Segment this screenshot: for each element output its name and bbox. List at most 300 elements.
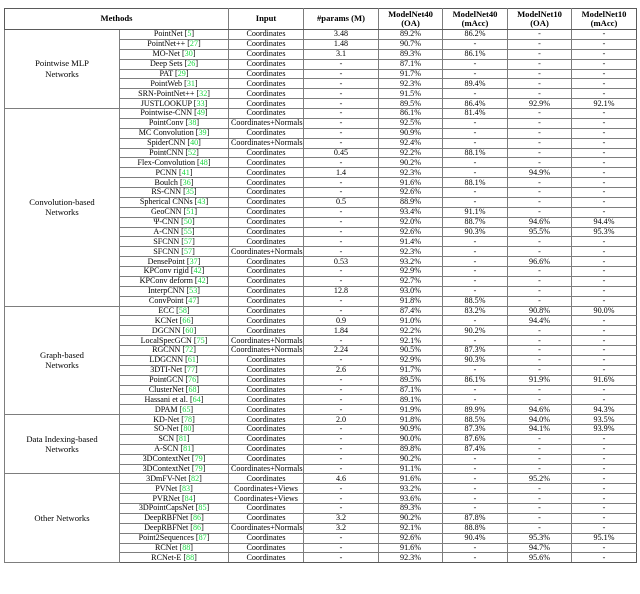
modelnet10-oa-cell: -	[508, 237, 572, 247]
modelnet40-macc-cell: -	[443, 336, 508, 346]
method-name-cell: SpiderCNN [40]	[120, 138, 229, 148]
modelnet40-oa-cell: 93.4%	[379, 207, 443, 217]
modelnet10-oa-cell: -	[508, 494, 572, 504]
modelnet10-oa-cell: 94.6%	[508, 217, 572, 227]
method-name-cell: PointCNN [52]	[120, 148, 229, 158]
modelnet40-macc-cell: -	[443, 39, 508, 49]
citation-link[interactable]: 66	[182, 315, 191, 325]
modelnet40-oa-cell: 92.3%	[379, 553, 443, 563]
input-cell: Coordinates	[229, 39, 304, 49]
modelnet10-oa-cell: -	[508, 49, 572, 59]
method-name-cell: KCNet [66]	[120, 316, 229, 326]
modelnet10-oa-cell: -	[508, 454, 572, 464]
method-name-cell: RCNet [88]	[120, 543, 229, 553]
modelnet40-macc-cell: -	[443, 257, 508, 267]
input-cell: Coordinates+Normals	[229, 464, 304, 474]
method-name: PAT	[159, 69, 173, 78]
citation-link[interactable]: 86	[192, 523, 202, 533]
params-cell: -	[304, 553, 379, 563]
method-name: DensePoint	[147, 256, 185, 266]
modelnet10-macc-cell: -	[572, 267, 637, 277]
modelnet10-oa-cell: -	[508, 39, 572, 49]
method-name: 3DPointCapsNet	[138, 503, 194, 513]
params-cell: -	[304, 375, 379, 385]
modelnet10-macc-cell: -	[572, 247, 637, 257]
citation-link[interactable]: 64	[192, 394, 201, 404]
params-cell: -	[304, 276, 379, 286]
modelnet10-macc-cell: -	[572, 79, 637, 89]
citation-link[interactable]: 86	[192, 513, 202, 523]
modelnet10-oa-cell: 94.0%	[508, 415, 572, 425]
citation-link[interactable]: 65	[182, 404, 191, 414]
input-cell: Coordinates	[229, 158, 304, 168]
modelnet10-oa-cell: -	[508, 395, 572, 405]
method-name-cell: MO-Net [30]	[120, 49, 229, 59]
modelnet10-macc-cell: -	[572, 109, 637, 119]
col-header-modelnet40-macc	[443, 9, 508, 30]
input-cell: Coordinates	[229, 128, 304, 138]
method-name: MO-Net	[152, 49, 180, 59]
method-name: PCNN	[155, 167, 178, 177]
modelnet10-macc-cell: -	[572, 178, 637, 188]
citation-link[interactable]: 81	[178, 434, 187, 444]
citation-link[interactable]: 29	[177, 69, 186, 78]
modelnet10-macc-cell: -	[572, 148, 637, 158]
input-cell: Coordinates+Normals	[229, 336, 304, 346]
modelnet10-oa-cell: -	[508, 464, 572, 474]
citation-link[interactable]: 35	[185, 187, 194, 197]
modelnet40-macc-cell: 88.1%	[443, 178, 508, 188]
input-cell: Coordinates	[229, 79, 304, 89]
modelnet40-macc-cell: -	[443, 395, 508, 405]
input-cell: Coordinates	[229, 99, 304, 109]
modelnet10-oa-cell: 94.1%	[508, 425, 572, 435]
method-name-cell: PointNet++ [27]	[120, 39, 229, 49]
modelnet10-oa-cell: -	[508, 59, 572, 69]
params-cell: -	[304, 207, 379, 217]
category-cell	[5, 109, 120, 307]
modelnet10-oa-cell: -	[508, 286, 572, 296]
category-label-line: Other Networks	[34, 512, 90, 523]
modelnet10-macc-cell: -	[572, 286, 637, 296]
method-name: Deep Sets	[149, 59, 183, 69]
input-cell: Coordinates	[229, 267, 304, 277]
input-cell: Coordinates	[229, 395, 304, 405]
modelnet10-macc-cell: -	[572, 296, 637, 306]
citation-link[interactable]: 85	[198, 503, 207, 513]
method-name: DeepRBFNet	[144, 523, 189, 533]
modelnet40-oa-cell: 91.6%	[379, 543, 443, 553]
method-name-cell: LocalSpecGCN [75]	[120, 336, 229, 346]
col-header-modelnet40-macc-line2: (mAcc)	[461, 18, 489, 28]
method-name-cell: JUSTLOOKUP [33]	[120, 99, 229, 109]
citation-link[interactable]: 53	[189, 286, 198, 296]
modelnet10-oa-cell: -	[508, 138, 572, 148]
method-name-cell: A-SCN [81]	[120, 444, 229, 454]
input-cell: Coordinates	[229, 168, 304, 178]
modelnet10-macc-cell: -	[572, 543, 637, 553]
modelnet40-macc-cell: -	[443, 188, 508, 198]
modelnet10-oa-cell: -	[508, 523, 572, 533]
modelnet10-oa-cell: 95.5%	[508, 227, 572, 237]
modelnet10-oa-cell: -	[508, 79, 572, 89]
modelnet10-oa-cell: -	[508, 247, 572, 257]
params-cell: -	[304, 533, 379, 543]
input-cell: Coordinates	[229, 276, 304, 286]
method-name-cell: 3DPointCapsNet [85]	[120, 504, 229, 514]
modelnet40-oa-cell: 93.6%	[379, 494, 443, 504]
method-name: JUSTLOOKUP	[140, 98, 192, 108]
modelnet40-macc-cell: 90.4%	[443, 533, 508, 543]
modelnet40-oa-cell: 91.8%	[379, 415, 443, 425]
citation-link[interactable]: 57	[184, 246, 193, 256]
modelnet10-macc-cell: 95.1%	[572, 533, 637, 543]
modelnet10-macc-cell: -	[572, 336, 637, 346]
citation-link[interactable]: 27	[189, 39, 199, 49]
params-cell: -	[304, 484, 379, 494]
citation-link[interactable]: 75	[196, 335, 205, 345]
modelnet40-oa-cell: 91.8%	[379, 296, 443, 306]
input-cell: Coordinates	[229, 365, 304, 375]
modelnet10-oa-cell: -	[508, 197, 572, 207]
modelnet40-oa-cell: 92.1%	[379, 336, 443, 346]
params-cell: 1.48	[304, 39, 379, 49]
method-name-cell: 3DContextNet [79]	[120, 454, 229, 464]
modelnet10-oa-cell: 90.8%	[508, 306, 572, 316]
modelnet40-oa-cell: 92.6%	[379, 188, 443, 198]
modelnet40-macc-cell: -	[443, 286, 508, 296]
modelnet40-macc-cell: -	[443, 474, 508, 484]
method-name-cell: Ψ-CNN [50]	[120, 217, 229, 227]
method-name-cell: DensePoint [37]	[120, 257, 229, 267]
method-name: SO-Net	[153, 424, 179, 434]
input-cell: Coordinates+Views	[229, 494, 304, 504]
params-cell: -	[304, 109, 379, 119]
modelnet40-oa-cell: 91.6%	[379, 474, 443, 484]
citation-link[interactable]: 76	[188, 375, 197, 385]
modelnet10-macc-cell: -	[572, 513, 637, 523]
modelnet40-macc-cell: -	[443, 553, 508, 563]
method-name: RGCNN	[152, 345, 181, 355]
input-cell: Coordinates	[229, 533, 304, 543]
input-cell: Coordinates	[229, 474, 304, 484]
modelnet10-macc-cell: 94.3%	[572, 405, 637, 415]
citation-link[interactable]: 60	[185, 325, 194, 335]
method-name-cell: 3DContextNet [79]	[120, 464, 229, 474]
modelnet10-oa-cell: -	[508, 336, 572, 346]
table-body	[5, 30, 637, 563]
citation-link[interactable]: 5	[187, 29, 192, 39]
modelnet10-macc-cell: 91.6%	[572, 375, 637, 385]
method-name: 3DmFV-Net	[146, 473, 187, 483]
method-name-cell: RS-CNN [35]	[120, 188, 229, 198]
modelnet10-macc-cell: -	[572, 326, 637, 336]
citation-link[interactable]: 42	[193, 266, 202, 276]
table-row	[5, 109, 637, 119]
modelnet40-oa-cell: 90.9%	[379, 128, 443, 138]
citation-link[interactable]: 36	[182, 177, 191, 187]
col-header-params	[304, 9, 379, 30]
modelnet40-oa-cell: 91.7%	[379, 365, 443, 375]
params-cell: -	[304, 504, 379, 514]
method-name: Hassani et al.	[144, 394, 188, 404]
citation-link[interactable]: 47	[188, 296, 197, 306]
method-name: SFCNN	[153, 236, 180, 246]
citation-link[interactable]: 50	[183, 217, 192, 227]
citation-link[interactable]: 61	[187, 355, 196, 365]
citation-link[interactable]: 31	[186, 78, 195, 88]
citation-link[interactable]: 33	[196, 98, 205, 108]
modelnet10-macc-cell: -	[572, 346, 637, 356]
citation-link[interactable]: 78	[184, 414, 193, 424]
modelnet10-oa-cell: 94.7%	[508, 543, 572, 553]
citation-link[interactable]: 49	[196, 108, 205, 118]
params-cell: -	[304, 178, 379, 188]
modelnet40-macc-cell: 88.5%	[443, 415, 508, 425]
modelnet10-oa-cell: 95.6%	[508, 553, 572, 563]
method-name: ECC	[158, 306, 175, 315]
category-cell	[5, 30, 120, 109]
method-name: PointConv	[148, 118, 184, 128]
method-name: DeepRBFNet	[144, 513, 189, 523]
input-cell: Coordinates	[229, 257, 304, 267]
category-label-line: Convolution-based	[29, 196, 95, 207]
method-name-cell: PointWeb [31]	[120, 79, 229, 89]
method-name: 3DContextNet	[142, 464, 190, 473]
citation-link[interactable]: 41	[181, 167, 190, 177]
modelnet10-macc-cell: -	[572, 474, 637, 484]
params-cell: 0.5	[304, 197, 379, 207]
method-name: RCNet-E	[151, 552, 182, 562]
citation-link[interactable]: 39	[198, 128, 207, 138]
citation-link[interactable]: 48	[199, 157, 208, 167]
params-cell: -	[304, 267, 379, 277]
method-name-cell: DGCNN [60]	[120, 326, 229, 336]
modelnet10-macc-cell: -	[572, 276, 637, 286]
params-cell: -	[304, 217, 379, 227]
input-cell: Coordinates	[229, 326, 304, 336]
params-cell: -	[304, 118, 379, 128]
modelnet40-macc-cell: 88.8%	[443, 523, 508, 533]
col-header-input-line1: Input	[255, 13, 277, 24]
citation-link[interactable]: 40	[190, 138, 199, 148]
modelnet10-oa-cell: -	[508, 296, 572, 306]
category-cell	[5, 415, 120, 474]
method-name: Boulch	[154, 177, 178, 187]
modelnet40-oa-cell: 89.5%	[379, 375, 443, 385]
method-name-cell: PAT [29]	[120, 69, 229, 79]
method-name: ConvPoint	[148, 296, 184, 306]
method-name: Ψ-CNN	[153, 217, 180, 227]
params-cell: -	[304, 454, 379, 464]
input-cell: Coordinates	[229, 49, 304, 59]
input-cell: Coordinates	[229, 385, 304, 395]
input-cell: Coordinates	[229, 197, 304, 207]
modelnet10-oa-cell: -	[508, 434, 572, 444]
modelnet40-macc-cell: 89.4%	[443, 79, 508, 89]
modelnet10-macc-cell: -	[572, 494, 637, 504]
modelnet10-macc-cell: -	[572, 39, 637, 49]
method-name-cell: DPAM [65]	[120, 405, 229, 415]
input-cell: Coordinates	[229, 227, 304, 237]
citation-link[interactable]: 52	[188, 148, 197, 157]
citation-link[interactable]: 83	[181, 483, 191, 493]
modelnet40-macc-cell: 87.3%	[443, 425, 508, 435]
citation-link[interactable]: 37	[189, 256, 198, 266]
citation-link[interactable]: 51	[186, 207, 195, 217]
modelnet40-oa-cell: 91.9%	[379, 405, 443, 415]
modelnet40-oa-cell: 89.5%	[379, 99, 443, 109]
modelnet10-macc-cell: -	[572, 257, 637, 267]
modelnet10-macc-cell: -	[572, 316, 637, 326]
method-name: GeoCNN	[150, 207, 182, 217]
citation-link[interactable]: 81	[183, 444, 192, 454]
modelnet10-macc-cell: -	[572, 188, 637, 198]
method-name: PVNet	[155, 483, 178, 493]
citation-link[interactable]: 58	[178, 306, 187, 315]
params-cell: -	[304, 69, 379, 79]
modelnet40-oa-cell: 89.3%	[379, 504, 443, 514]
modelnet40-oa-cell: 90.7%	[379, 39, 443, 49]
modelnet10-macc-cell: 90.0%	[572, 306, 637, 316]
method-name-cell: SFCNN [57]	[120, 247, 229, 257]
params-cell: 3.2	[304, 523, 379, 533]
method-name-cell: Point2Sequences [87]	[120, 533, 229, 543]
method-name: KPConv deform	[139, 276, 193, 286]
citation-link[interactable]: 38	[188, 118, 197, 128]
params-cell: -	[304, 188, 379, 198]
params-cell: -	[304, 306, 379, 316]
modelnet40-macc-cell: -	[443, 89, 508, 99]
method-name-cell: A-CNN [55]	[120, 227, 229, 237]
modelnet10-macc-cell: -	[572, 385, 637, 395]
modelnet40-macc-cell: -	[443, 543, 508, 553]
modelnet10-macc-cell: -	[572, 128, 637, 138]
params-cell: 2.0	[304, 415, 379, 425]
modelnet40-macc-cell: -	[443, 494, 508, 504]
modelnet10-oa-cell: -	[508, 444, 572, 454]
modelnet40-oa-cell: 92.3%	[379, 79, 443, 89]
modelnet40-oa-cell: 87.1%	[379, 385, 443, 395]
method-name-cell: Boulch [36]	[120, 178, 229, 188]
col-header-params-line1: #params (M)	[317, 13, 365, 24]
input-cell: Coordinates+Normals	[229, 118, 304, 128]
modelnet10-oa-cell: -	[508, 513, 572, 523]
category-label-line: Networks	[45, 207, 79, 218]
params-cell: -	[304, 227, 379, 237]
modelnet10-oa-cell: -	[508, 69, 572, 79]
params-cell: -	[304, 395, 379, 405]
modelnet40-oa-cell: 92.9%	[379, 267, 443, 277]
modelnet40-macc-cell: -	[443, 168, 508, 178]
method-name: LDGCNN	[149, 355, 184, 365]
method-name-cell: 3DmFV-Net [82]	[120, 474, 229, 484]
method-name-cell: PointGCN [76]	[120, 375, 229, 385]
input-cell: Coordinates	[229, 405, 304, 415]
modelnet10-oa-cell: -	[508, 346, 572, 356]
method-name-cell: 3DTI-Net [77]	[120, 365, 229, 375]
col-header-modelnet10-macc-line2: (mAcc)	[590, 18, 618, 28]
modelnet40-oa-cell: 92.3%	[379, 168, 443, 178]
method-name-cell: Spherical CNNs [43]	[120, 197, 229, 207]
method-name: SRN-PointNet++	[138, 88, 195, 98]
col-header-modelnet40-oa-line2: (OA)	[401, 18, 420, 28]
modelnet40-oa-cell: 92.6%	[379, 533, 443, 543]
input-cell: Coordinates	[229, 59, 304, 69]
modelnet40-macc-cell: -	[443, 59, 508, 69]
citation-link[interactable]: 68	[188, 385, 197, 394]
params-cell: -	[304, 237, 379, 247]
modelnet10-macc-cell: -	[572, 207, 637, 217]
citation-link[interactable]: 88	[186, 552, 195, 562]
input-cell: Coordinates	[229, 316, 304, 326]
citation-link[interactable]: 30	[184, 49, 193, 59]
params-cell: -	[304, 425, 379, 435]
method-name-cell: RGCNN [72]	[120, 346, 229, 356]
modelnet40-oa-cell: 89.8%	[379, 444, 443, 454]
modelnet40-macc-cell: 90.3%	[443, 355, 508, 365]
modelnet40-oa-cell: 91.5%	[379, 89, 443, 99]
citation-link[interactable]: 77	[186, 365, 196, 375]
citation-link[interactable]: 84	[184, 493, 193, 503]
modelnet10-macc-cell: -	[572, 89, 637, 99]
modelnet40-oa-cell: 90.2%	[379, 454, 443, 464]
method-name: KCNet	[154, 315, 178, 325]
method-name-cell: SCN [81]	[120, 434, 229, 444]
citation-link[interactable]: 79	[194, 454, 203, 464]
col-header-modelnet10-oa	[508, 9, 572, 30]
col-header-input	[229, 9, 304, 30]
citation-link[interactable]: 87	[198, 533, 207, 543]
citation-link[interactable]: 79	[194, 464, 203, 473]
modelnet40-oa-cell: 93.2%	[379, 484, 443, 494]
modelnet40-macc-cell: 88.1%	[443, 148, 508, 158]
modelnet40-macc-cell: -	[443, 484, 508, 494]
modelnet10-oa-cell: -	[508, 267, 572, 277]
modelnet10-oa-cell: -	[508, 158, 572, 168]
method-name: PointWeb	[150, 78, 183, 88]
modelnet40-oa-cell: 92.9%	[379, 355, 443, 365]
citation-link[interactable]: 57	[184, 236, 193, 246]
citation-link[interactable]: 42	[197, 276, 206, 286]
method-name: PointNet	[153, 29, 183, 39]
params-cell: 0.9	[304, 316, 379, 326]
citation-link[interactable]: 88	[182, 543, 191, 552]
modelnet40-macc-cell: -	[443, 464, 508, 474]
citation-link[interactable]: 32	[199, 88, 208, 98]
params-cell: -	[304, 89, 379, 99]
citation-link[interactable]: 72	[185, 345, 194, 355]
citation-link[interactable]: 55	[183, 227, 192, 236]
citation-link[interactable]: 43	[197, 197, 206, 207]
citation-link[interactable]: 26	[187, 59, 196, 69]
modelnet10-macc-cell: -	[572, 118, 637, 128]
modelnet40-macc-cell: -	[443, 316, 508, 326]
modelnet10-macc-cell: -	[572, 237, 637, 247]
input-cell: Coordinates	[229, 217, 304, 227]
method-name: 3DTI-Net	[150, 365, 183, 375]
modelnet10-oa-cell: -	[508, 109, 572, 119]
modelnet10-oa-cell: 96.6%	[508, 257, 572, 267]
method-name-cell: PointNet [5]	[120, 30, 229, 40]
method-name: InterpCNN	[148, 286, 185, 296]
method-name-cell: SFCNN [57]	[120, 237, 229, 247]
modelnet40-macc-cell: 86.1%	[443, 375, 508, 385]
col-header-modelnet10-oa-line1: ModelNet10	[517, 8, 562, 19]
citation-link[interactable]: 82	[191, 473, 200, 483]
col-header-modelnet40-macc-line1: ModelNet40	[452, 8, 498, 19]
citation-link[interactable]: 80	[183, 424, 192, 434]
